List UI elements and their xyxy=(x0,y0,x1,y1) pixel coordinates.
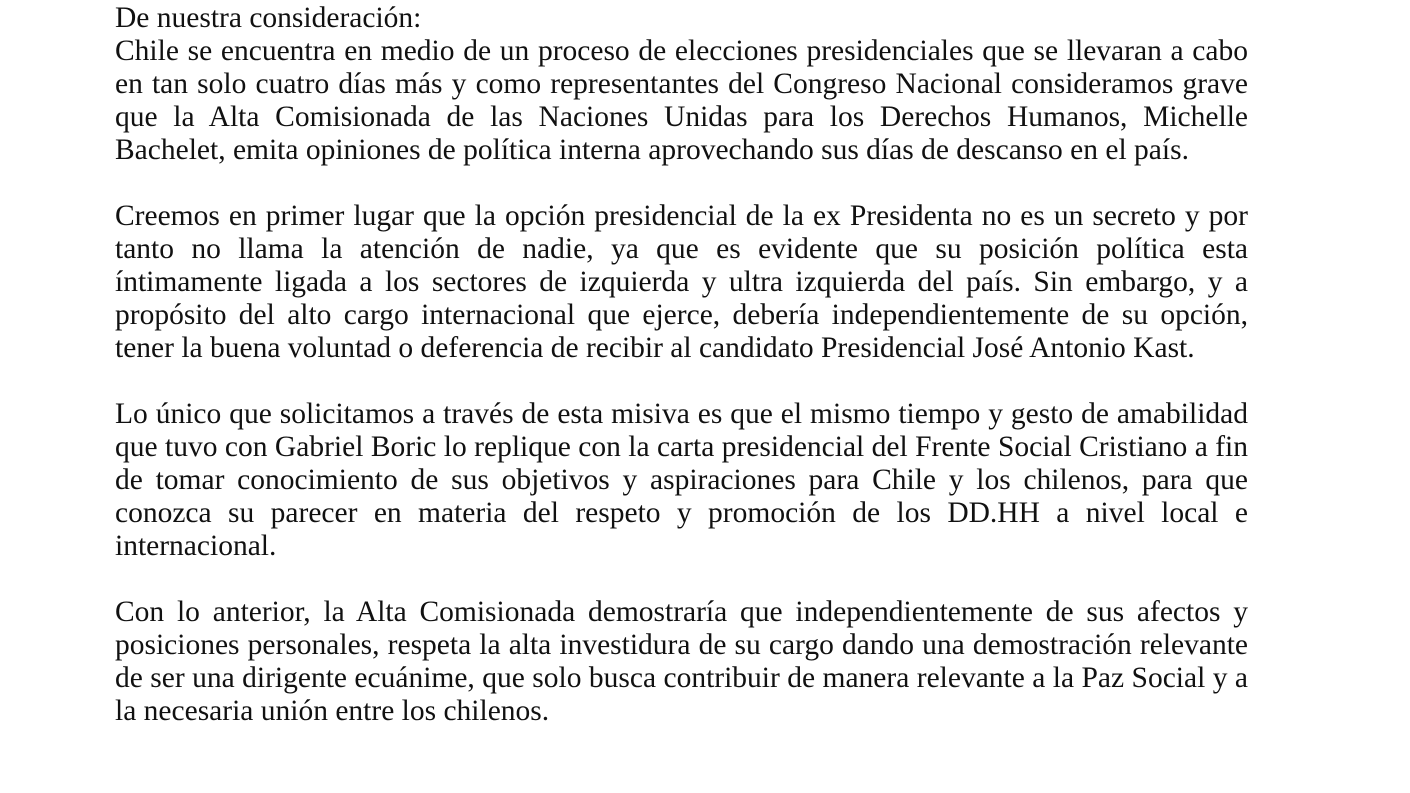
paragraph-3: Lo único que solicitamos a través de esta misiva es que el mismo tiempo y gesto de amabilidad que tuvo con Gabriel Boric lo replique con la carta presidencial del Frente Social Cristiano a fin de tomar conocimiento de sus objetivos y aspiraciones para Chile y los chilenos, para que conozca su parecer en materia del respeto y promoción de los DD.HH a nivel local e internacional. xyxy=(115,398,1248,562)
paragraph-gap xyxy=(115,167,1248,200)
paragraph-gap xyxy=(115,365,1248,398)
paragraph-gap xyxy=(115,563,1248,596)
paragraph-1: Chile se encuentra en medio de un proceso de elecciones presidenciales que se llevaran a cabo en tan solo cuatro días más y como representantes del Congreso Nacional consideramos grave que la Alta Comisionada de las Naciones Unidas para los Derechos Humanos, Michelle Bachelet, emita opiniones de política interna aprovechando sus días de descanso en el país. xyxy=(115,35,1248,166)
paragraph-4: Con lo anterior, la Alta Comisionada demostraría que independientemente de sus afectos y posiciones personales, respeta la alta investidura de su cargo dando una demostración relevante de ser una dirigente ecuánime, que solo busca contribuir de manera relevante a la Paz Social y a la necesaria unión entre los chilenos. xyxy=(115,596,1248,727)
paragraph-2: Creemos en primer lugar que la opción presidencial de la ex Presidenta no es un secreto y por tanto no llama la atención de nadie, ya que es evidente que su posición política esta íntimamente ligada a los sectores de izquierda y ultra izquierda del país. Sin embargo, y a propósito del alto cargo internacional que ejerce, debería independientemente de su opción, tener la buena voluntad o deferencia de recibir al candidato Presidencial José Antonio Kast. xyxy=(115,200,1248,364)
letter-body xyxy=(115,2,1248,728)
salutation: De nuestra consideración: xyxy=(115,2,422,34)
